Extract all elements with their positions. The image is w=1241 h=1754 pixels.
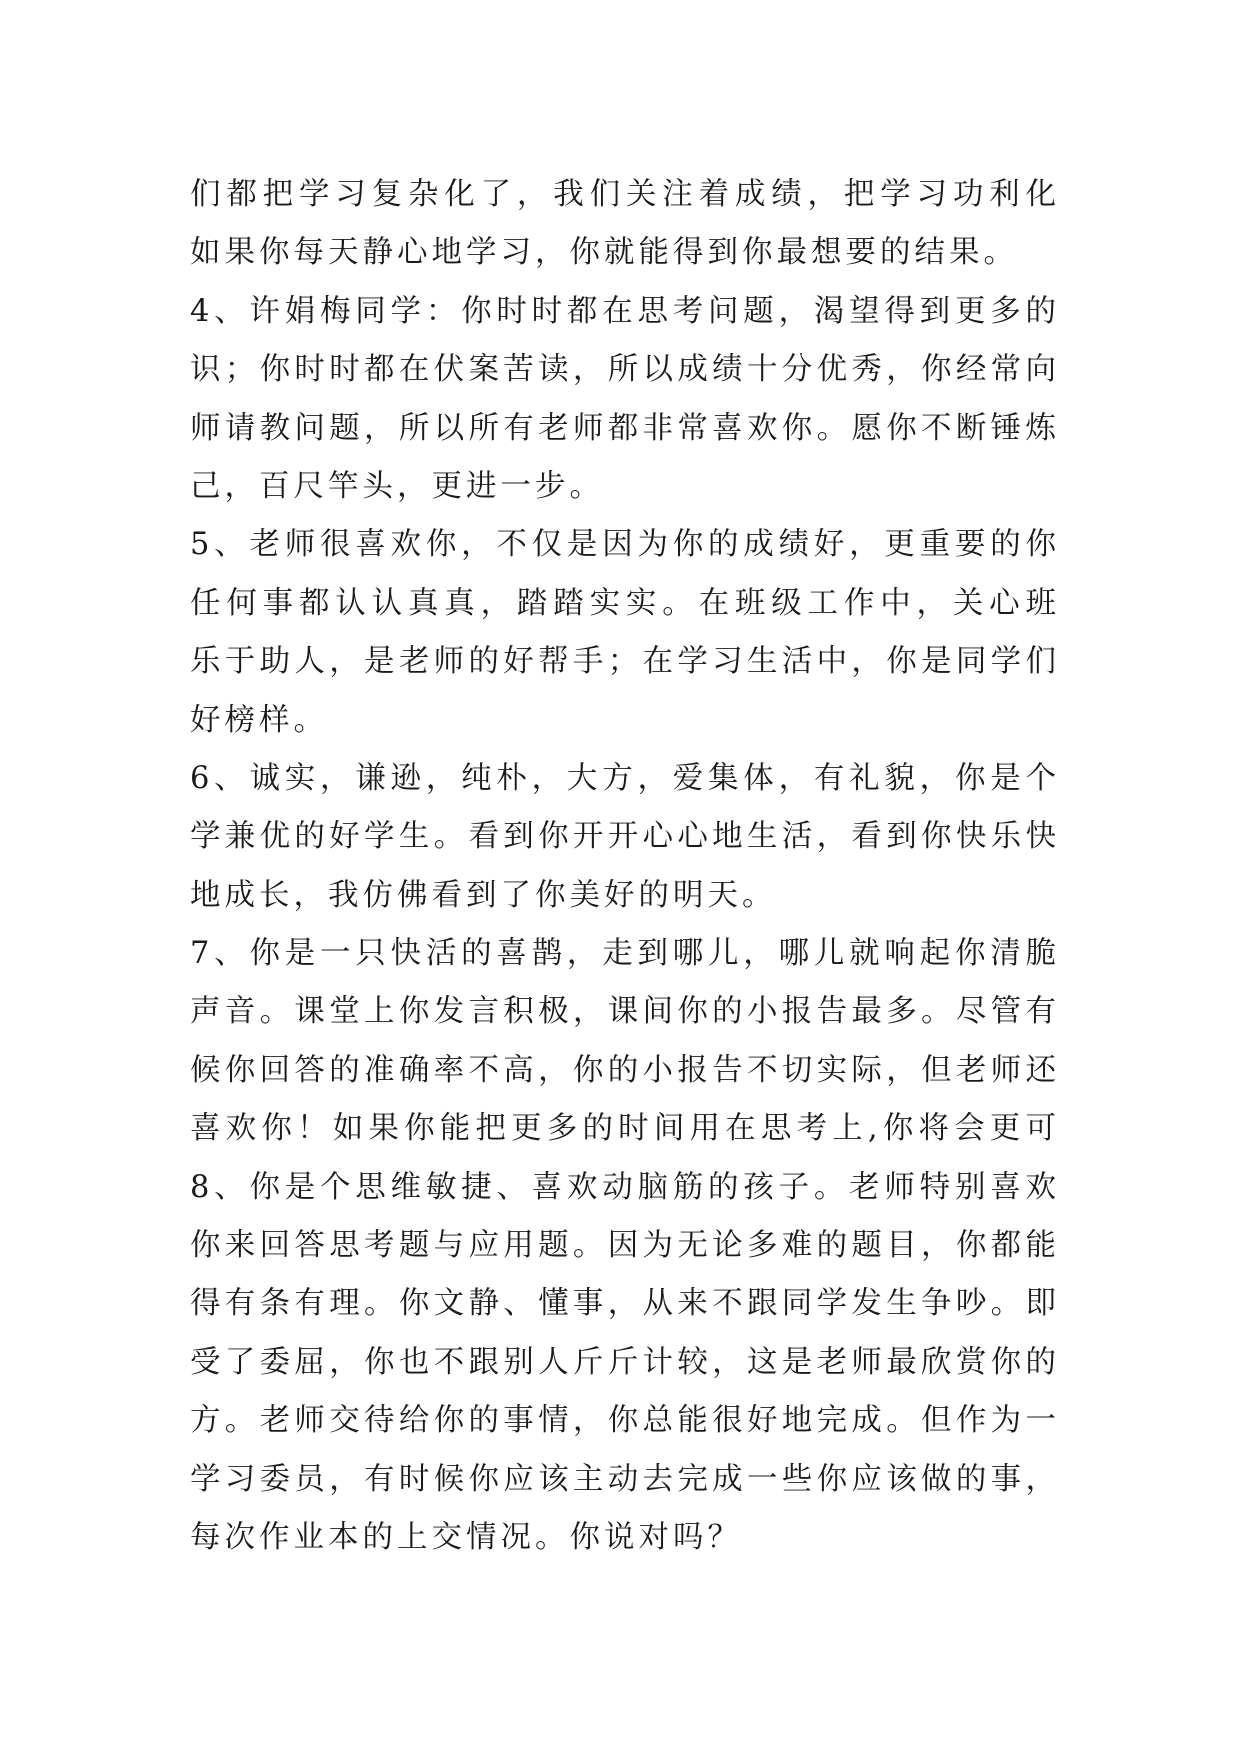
text-line: 乐于助人，是老师的好帮手；在学习生活中，你是同学们 bbox=[190, 644, 1060, 680]
text-line: 己，百尺竿头，更进一步。 bbox=[190, 468, 604, 504]
body-text bbox=[190, 166, 1060, 1567]
text-line: 得有条有理。你文静、懂事，从来不跟同学发生争吵。即 bbox=[190, 1286, 1060, 1322]
text-line: 地成长，我仿佛看到了你美好的明天。 bbox=[190, 877, 777, 913]
text-line: 如果你每天静心地学习，你就能得到你最想要的结果。 bbox=[190, 235, 1018, 271]
text-line: 6、诚实，谦逊，纯朴，大方，爱集体，有礼貌，你是个 bbox=[190, 760, 1060, 796]
text-line: 4、许娟梅同学：你时时都在思考问题，渴望得到更多的 bbox=[190, 293, 1060, 329]
text-line: 师请教问题，所以所有老师都非常喜欢你。愿你不断锤炼 bbox=[190, 410, 1060, 446]
text-line: 方。老师交待给你的事情，你总能很好地完成。但作为一 bbox=[190, 1403, 1060, 1439]
text-line: 好榜样。 bbox=[190, 702, 328, 738]
text-line: 候你回答的准确率不高，你的小报告不切实际，但老师还 bbox=[190, 1052, 1060, 1088]
text-line: 学兼优的好学生。看到你开开心心地生活，看到你快乐快 bbox=[190, 819, 1060, 855]
text-line: 7、你是一只快活的喜鹊，走到哪儿，哪儿就响起你清脆 bbox=[190, 936, 1060, 972]
text-line: 声音。课堂上你发言积极，课间你的小报告最多。尽管有 bbox=[190, 994, 1060, 1030]
text-line: 你来回答思考题与应用题。因为无论多难的题目，你都能 bbox=[190, 1228, 1060, 1264]
text-line: 喜欢你！如果你能把更多的时间用在思考上,你将会更可 bbox=[190, 1111, 1060, 1147]
text-line: 学习委员，有时候你应该主动去完成一些你应该做的事， bbox=[190, 1461, 1060, 1497]
text-line: 任何事都认认真真，踏踏实实。在班级工作中，关心班 bbox=[190, 585, 1060, 621]
text-line: 受了委屈，你也不跟别人斤斤计较，这是老师最欣赏你的 bbox=[190, 1344, 1060, 1380]
text-line: 每次作业本的上交情况。你说对吗？ bbox=[190, 1519, 742, 1555]
text-line: 们都把学习复杂化了，我们关注着成绩，把学习功利化 bbox=[190, 177, 1060, 212]
text-line: 5、老师很喜欢你，不仅是因为你的成绩好，更重要的你 bbox=[190, 527, 1060, 563]
text-line: 8、你是个思维敏捷、喜欢动脑筋的孩子。老师特别喜欢 bbox=[190, 1169, 1060, 1205]
text-line: 识；你时时都在伏案苦读，所以成绩十分优秀，你经常向 bbox=[190, 352, 1060, 388]
